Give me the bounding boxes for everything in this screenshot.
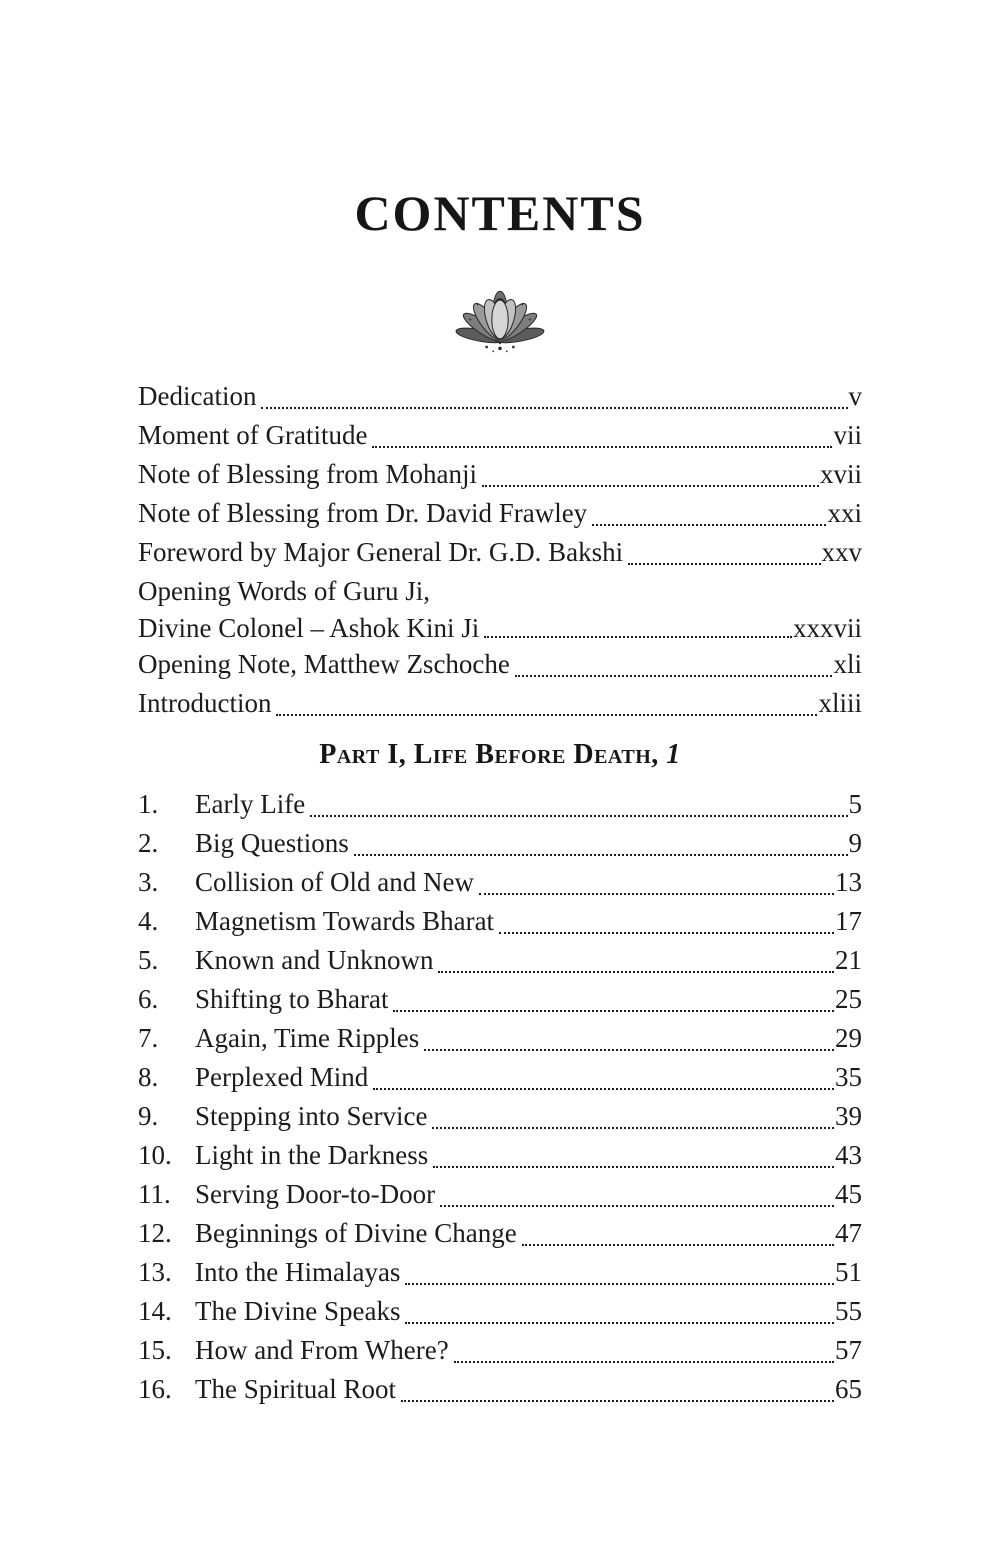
chapter-row xyxy=(138,824,862,863)
chapter-number: 8. xyxy=(138,1062,159,1092)
page-number: v xyxy=(848,381,862,411)
chapter-number: 12. xyxy=(138,1218,172,1248)
entry-title: Note of Blessing from Mohanji xyxy=(138,459,477,489)
entry-title: Dedication xyxy=(138,381,257,411)
chapter-row xyxy=(138,980,862,1019)
chapter-number: 13. xyxy=(138,1257,172,1287)
chapter-row xyxy=(138,863,862,902)
entry-title: Note of Blessing from Dr. David Frawley xyxy=(138,498,588,528)
page-number: 51 xyxy=(835,1257,862,1287)
chapter-row xyxy=(138,902,862,941)
dot-leader xyxy=(592,524,826,526)
part-heading xyxy=(138,735,862,775)
chapter-title: The Spiritual Root xyxy=(195,1374,396,1404)
dot-leader xyxy=(484,636,792,638)
chapter-row xyxy=(138,785,862,824)
dot-leader xyxy=(438,971,834,973)
dot-leader xyxy=(499,932,834,934)
entry-title: Moment of Gratitude xyxy=(138,420,368,450)
dot-leader xyxy=(372,446,832,448)
chapter-title: Collision of Old and New xyxy=(195,867,474,897)
chapter-row xyxy=(138,1136,862,1175)
page-number: 9 xyxy=(848,828,862,858)
toc-content xyxy=(138,377,862,1409)
dot-leader xyxy=(424,1049,834,1051)
dot-leader xyxy=(310,815,847,817)
dot-leader xyxy=(276,714,817,716)
page-number: 25 xyxy=(835,984,862,1014)
chapter-number: 15. xyxy=(138,1335,172,1365)
chapter-number: 6. xyxy=(138,984,159,1014)
dot-leader xyxy=(433,1166,834,1168)
dot-leader xyxy=(515,675,833,677)
part-heading-text: Part I, Life Before Death, xyxy=(319,739,667,770)
chapter-title: The Divine Speaks xyxy=(195,1296,401,1326)
dot-leader xyxy=(373,1088,834,1090)
chapter-title: Serving Door-to-Door xyxy=(195,1179,436,1209)
page-number: xliii xyxy=(818,688,862,718)
chapter-number: 11. xyxy=(138,1179,171,1209)
dot-leader xyxy=(354,854,848,856)
chapter-title: Early Life xyxy=(195,789,306,819)
part-start-page: 1 xyxy=(666,739,681,770)
toc-entry xyxy=(138,494,862,533)
chapter-number: 14. xyxy=(138,1296,172,1326)
toc-entry xyxy=(138,572,862,645)
chapter-number: 5. xyxy=(138,945,159,975)
chapter-title: How and From Where? xyxy=(195,1335,449,1365)
lotus-decoration xyxy=(0,273,1000,357)
chapter-title: Stepping into Service xyxy=(195,1101,428,1131)
dot-leader xyxy=(440,1205,834,1207)
dot-leader xyxy=(393,1010,834,1012)
dot-leader xyxy=(482,485,819,487)
toc-entry xyxy=(138,645,862,684)
dot-leader xyxy=(405,1283,834,1285)
chapter-row xyxy=(138,1331,862,1370)
page-number: xli xyxy=(833,649,862,679)
chapter-title: Beginnings of Divine Change xyxy=(195,1218,517,1248)
chapter-row xyxy=(138,1019,862,1058)
chapter-title: Known and Unknown xyxy=(195,945,434,975)
dot-leader xyxy=(401,1400,834,1402)
page-number: 5 xyxy=(848,789,862,819)
chapter-row xyxy=(138,1175,862,1214)
page-number: xxxvii xyxy=(792,613,862,643)
chapter-row xyxy=(138,1214,862,1253)
chapter-title: Into the Himalayas xyxy=(195,1257,401,1287)
chapter-row xyxy=(138,1370,862,1409)
dot-leader xyxy=(405,1322,834,1324)
entry-title: Introduction xyxy=(138,688,272,718)
toc-entry xyxy=(138,684,862,723)
dot-leader xyxy=(261,407,847,409)
chapter-row xyxy=(138,1253,862,1292)
lotus-icon xyxy=(448,273,552,357)
page-number: 39 xyxy=(835,1101,862,1131)
chapter-list xyxy=(138,785,862,1409)
toc-entry xyxy=(138,377,862,416)
chapter-number: 3. xyxy=(138,867,159,897)
chapter-title: Light in the Darkness xyxy=(195,1140,429,1170)
page-number: 35 xyxy=(835,1062,862,1092)
chapter-title: Again, Time Ripples xyxy=(195,1023,420,1053)
chapter-row xyxy=(138,941,862,980)
chapter-number: 2. xyxy=(138,828,159,858)
chapter-number: 4. xyxy=(138,906,159,936)
toc-entry xyxy=(138,533,862,572)
page-number: 13 xyxy=(835,867,862,897)
page-number: 57 xyxy=(835,1335,862,1365)
page-number: 47 xyxy=(835,1218,862,1248)
page-number: 29 xyxy=(835,1023,862,1053)
page-number: 43 xyxy=(835,1140,862,1170)
toc-entry xyxy=(138,455,862,494)
chapter-row xyxy=(138,1058,862,1097)
page-number: xxi xyxy=(827,498,862,528)
chapter-number: 1. xyxy=(138,789,159,819)
toc-entry xyxy=(138,416,862,455)
entry-title-continued: Divine Colonel – Ashok Kini Ji xyxy=(138,613,480,643)
chapter-number: 9. xyxy=(138,1101,159,1131)
chapter-number: 16. xyxy=(138,1374,172,1404)
entry-title: Opening Note, Matthew Zschoche xyxy=(138,649,510,679)
page-number: 17 xyxy=(835,906,862,936)
chapter-row xyxy=(138,1292,862,1331)
chapter-title: Shifting to Bharat xyxy=(195,984,389,1014)
chapter-title: Magnetism Towards Bharat xyxy=(195,906,495,936)
chapter-number: 10. xyxy=(138,1140,172,1170)
dot-leader xyxy=(454,1361,834,1363)
dot-leader xyxy=(432,1127,834,1129)
front-matter-list xyxy=(138,377,862,723)
chapter-title: Perplexed Mind xyxy=(195,1062,369,1092)
page-number: vii xyxy=(833,420,862,450)
entry-title: Opening Words of Guru Ji, xyxy=(138,576,431,606)
page-number: 65 xyxy=(835,1374,862,1404)
dot-leader xyxy=(522,1244,834,1246)
entry-title: Foreword by Major General Dr. G.D. Bakshi xyxy=(138,537,624,567)
dot-leader xyxy=(628,563,820,565)
dot-leader xyxy=(479,893,834,895)
chapter-number: 7. xyxy=(138,1023,159,1053)
page-number: xxv xyxy=(821,537,862,567)
chapter-title: Big Questions xyxy=(195,828,349,858)
page-number: xvii xyxy=(819,459,862,489)
page-title: CONTENTS xyxy=(354,185,646,241)
chapter-row xyxy=(138,1097,862,1136)
page-number: 21 xyxy=(835,945,862,975)
page-number: 45 xyxy=(835,1179,862,1209)
page-number: 55 xyxy=(835,1296,862,1326)
